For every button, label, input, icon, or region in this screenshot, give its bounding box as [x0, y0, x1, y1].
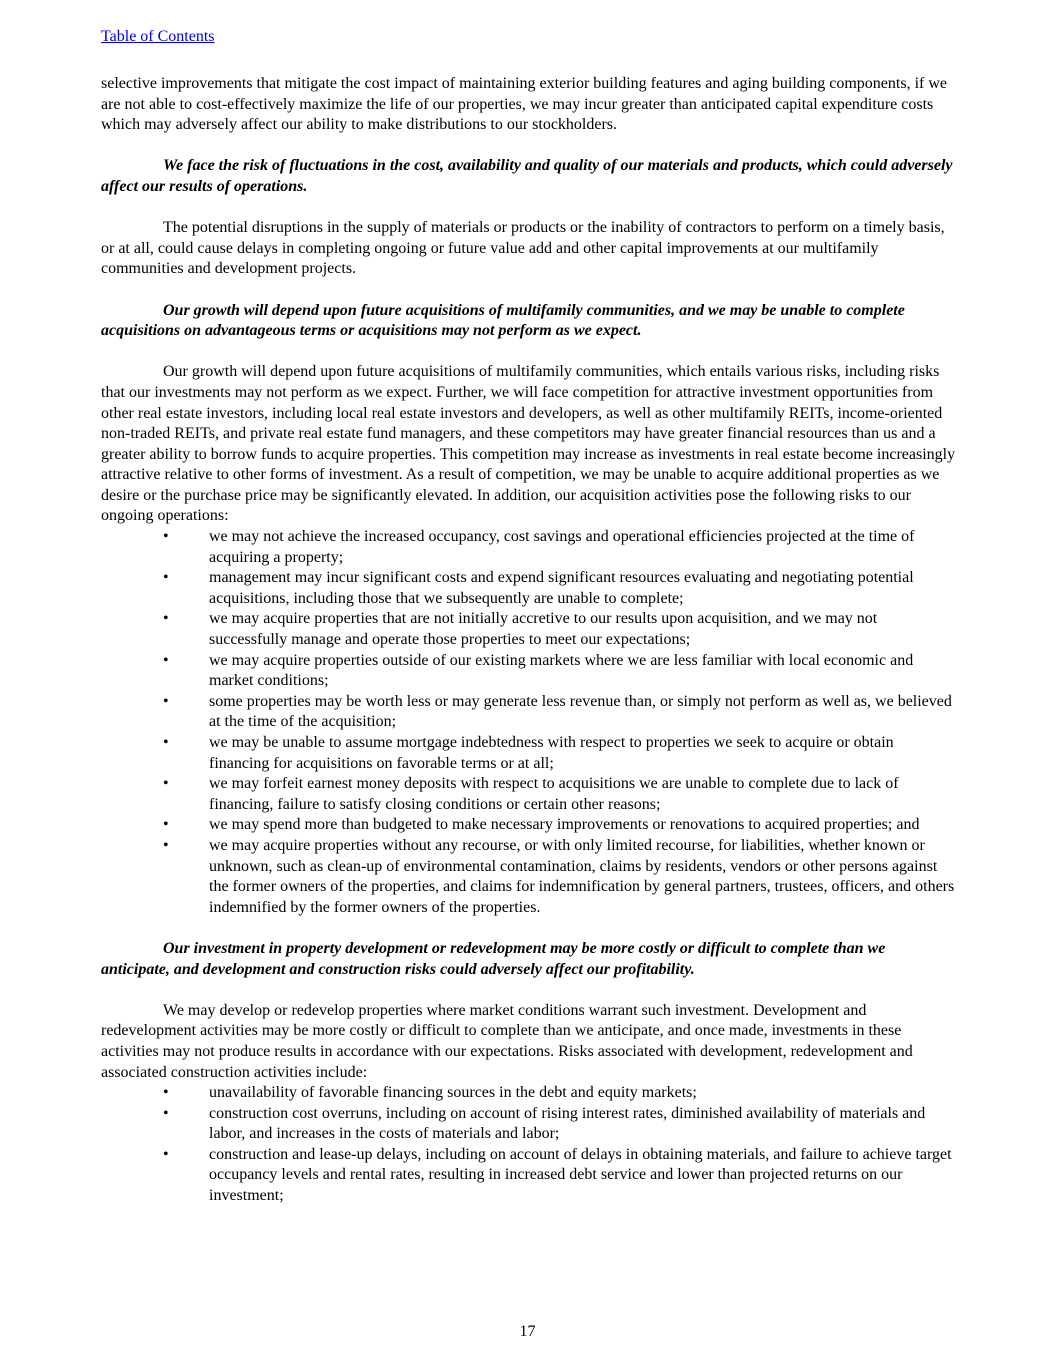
list-item	[101, 836, 957, 918]
table-of-contents-link[interactable]: Table of Contents	[101, 28, 215, 45]
bullet-icon: •	[163, 1084, 169, 1102]
list-item-text: construction cost overruns, including on account of rising interest rates, diminished availability of materials and labor, and increases in the costs of materials and labor;	[209, 1104, 926, 1143]
acquisition-risks-list	[101, 527, 957, 918]
bullet-icon: •	[163, 528, 169, 546]
document-body	[101, 74, 957, 1227]
list-item	[101, 815, 957, 836]
section-heading: Our growth will depend upon future acquisitions of multifamily communities, and we may be unable to complete acquisitions on advantageous terms or acquisitions may not perform as we expect.	[101, 301, 905, 340]
list-item-text: we may acquire properties outside of our existing markets where we are less familiar with local economic and market conditions;	[209, 651, 914, 690]
page-number: 17	[519, 1323, 536, 1340]
list-item	[101, 1083, 957, 1104]
bullet-icon: •	[163, 569, 169, 587]
section-heading: Our investment in property development or redevelopment may be more costly or difficult to complete than we anticipate, and development and construction risks could adversely affect our profitability.	[101, 939, 886, 978]
list-item	[101, 568, 957, 609]
paragraph: We may develop or redevelop properties where market conditions warrant such investment. Development and redevelopment activities may be more costly or difficult to complete than we anticipate, and once made, investments in these activities may not produce results in accordance with our expectations. Risks associated with development, redevelopment and associated construction activities include:	[101, 1001, 913, 1081]
list-item-text: we may acquire properties without any recourse, or with only limited recourse, for liabilities, whether known or unknown, such as clean-up of environmental contamination, claims by residents, vendors or other persons against the former owners of the properties, and claims for indemnification by general partners, trustees, officers, and others indemnified by the former owners of the properties.	[209, 836, 955, 916]
bullet-icon: •	[163, 1145, 169, 1163]
bullet-icon: •	[163, 775, 169, 793]
list-item	[101, 692, 957, 733]
list-item-text: we may forfeit earnest money deposits with respect to acquisitions we are unable to complete due to lack of financing, failure to satisfy closing conditions or certain other reasons;	[209, 775, 899, 813]
list-item	[101, 1145, 957, 1207]
development-risks-list	[101, 1083, 957, 1207]
list-item	[101, 651, 957, 692]
list-item-text: some properties may be worth less or may generate less revenue than, or simply not perform as well as, we believed at the time of the acquisition;	[209, 692, 952, 731]
list-item-text: we may acquire properties that are not initially accretive to our results upon acquisition, and we may not successfully manage and operate those properties to meet our expectations;	[209, 610, 878, 649]
list-item-text: construction and lease-up delays, including on account of delays in obtaining materials, and failure to achieve target occupancy levels and rental rates, resulting in increased debt service and lower than projected returns on our investment;	[209, 1145, 952, 1205]
paragraph: Our growth will depend upon future acquisitions of multifamily communities, which entails various risks, including risks that our investments may not perform as we expect. Further, we will face competition for attractive investment opportunities from other real estate investors, including local real estate investors and developers, as well as other multifamily REITs, income-oriented non-traded REITs, and private real estate fund managers, and these competitors may have greater financial resources than us and a greater ability to borrow funds to acquire properties. This competition may increase as investments in real estate become increasingly attractive relative to other forms of investment. As a result of competition, we may be unable to acquire additional properties as we desire or the purchase price may be significantly elevated. In addition, our acquisition activities pose the following risks to our ongoing operations:	[101, 363, 956, 525]
list-item-text: we may be unable to assume mortgage indebtedness with respect to properties we seek to acquire or obtain financing for acquisitions on favorable terms or at all;	[209, 734, 894, 772]
paragraph: The potential disruptions in the supply of materials or products or the inability of contractors to perform on a timely basis, or at all, could cause delays in completing ongoing or future value add and other capital improvements at our multifamily communities and development projects.	[101, 219, 945, 278]
bullet-icon: •	[163, 836, 169, 854]
bullet-icon: •	[163, 734, 169, 751]
bullet-icon: •	[163, 1104, 169, 1122]
bullet-icon: •	[163, 651, 169, 669]
list-item-text: management may incur significant costs and expend significant resources evaluating and negotiating potential acquisitions, including those that we subsequently are unable to complete;	[209, 569, 914, 607]
list-item	[101, 774, 957, 815]
bullet-icon: •	[163, 610, 169, 628]
list-item	[101, 733, 957, 774]
list-item	[101, 1104, 957, 1145]
list-item	[101, 609, 957, 650]
bullet-icon: •	[163, 816, 169, 834]
list-item-text: we may spend more than budgeted to make necessary improvements or renovations to acquired properties; and	[209, 816, 920, 834]
paragraph: selective improvements that mitigate the cost impact of maintaining exterior building features and aging building components, if we are not able to cost-effectively maximize the life of our properties, we may incur greater than anticipated capital expenditure costs which may adversely affect our ability to make distributions to our stockholders.	[101, 75, 947, 134]
list-item-text: unavailability of favorable financing sources in the debt and equity markets;	[209, 1084, 697, 1102]
list-item	[101, 527, 957, 568]
section-heading: We face the risk of fluctuations in the cost, availability and quality of our materials and products, which could adversely affect our results of operations.	[101, 157, 953, 195]
bullet-icon: •	[163, 692, 169, 710]
list-item-text: we may not achieve the increased occupancy, cost savings and operational efficiencies projected at the time of acquiring a property;	[209, 528, 915, 566]
